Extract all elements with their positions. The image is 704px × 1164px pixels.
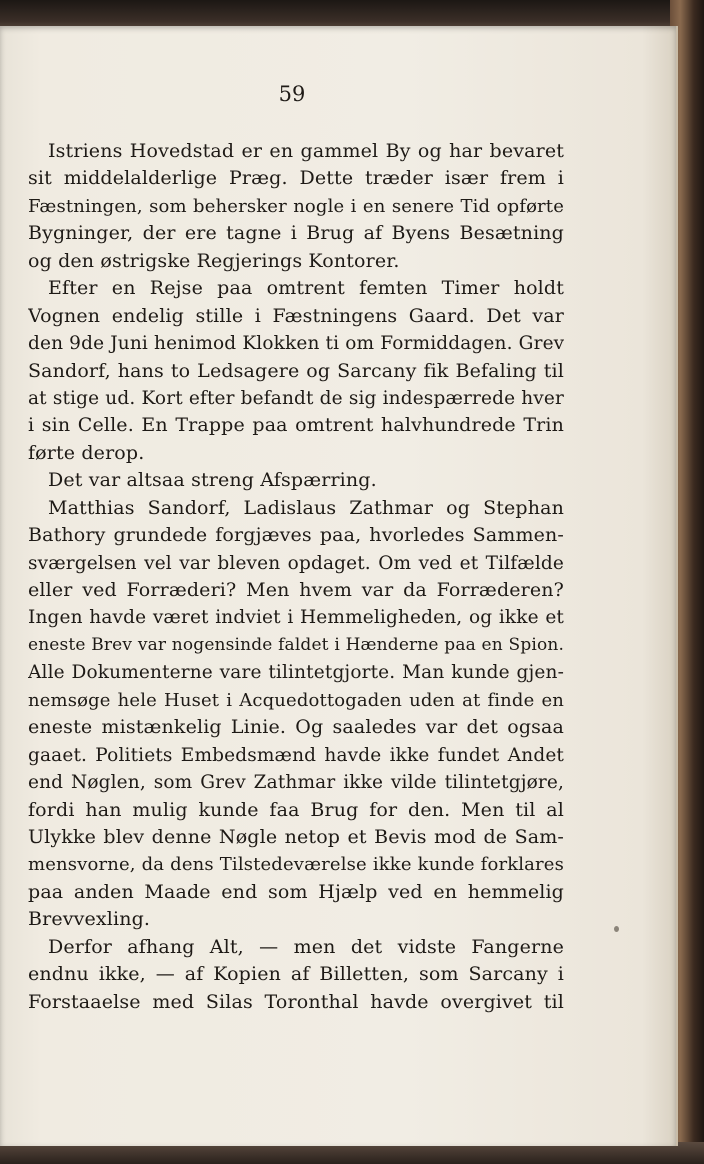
text-line: Efter en Rejse paa omtrent femten Timer holdt	[48, 277, 564, 300]
text-line: Bygninger, der ere tagne i Brug af Byens Besætning	[28, 222, 564, 245]
text-line: Alle Dokumenterne vare tilintetgjorte. Man kunde gjen-	[28, 662, 564, 684]
text-line: mensvorne, da dens Tilstedeværelse ikke kunde forklares	[28, 854, 564, 876]
text-line: eller ved Forræderi? Men hvem var da Forræderen?	[28, 579, 564, 601]
text-line: nemsøge hele Huset i Acquedottogaden uden at finde en	[28, 689, 564, 711]
text-line: i sin Celle. En Trappe paa omtrent halvhundrede Trin	[28, 414, 564, 437]
text-line: Fæstningen, som behersker nogle i en senere Tid opførte	[28, 195, 564, 217]
text-line: Ingen havde været indviet i Hemmeligheden, og ikke et	[28, 607, 564, 629]
text-line: at stige ud. Kort efter befandt de sig indespærrede hver	[28, 387, 564, 409]
text-line: og den østrigske Regjerings Kontorer.	[28, 249, 400, 272]
text-line: end Nøglen, som Grev Zathmar ikke vilde tilintetgjøre,	[28, 772, 564, 794]
text-line: paa anden Maade end som Hjælp ved en hemmelig	[28, 880, 564, 903]
text-line: Bathory grundede forgjæves paa, hvorledes Sammen-	[28, 524, 564, 547]
text-line: Det var altsaa streng Afspærring.	[48, 469, 377, 492]
text-line: den 9de Juni henimod Klokken ti om Formiddagen. Grev	[28, 333, 564, 355]
book-page	[0, 26, 678, 1146]
text-line: sit middelalderlige Præg. Dette træder især frem i	[28, 167, 564, 190]
text-line: Matthias Sandorf, Ladislaus Zathmar og Stephan	[48, 496, 564, 519]
text-line: Vognen endelig stille i Fæstningens Gaard. Det var	[28, 304, 564, 327]
text-line: gaaet. Politiets Embedsmænd havde ikke fundet Andet	[28, 744, 564, 766]
text-line: Derfor afhang Alt, — men det vidste Fangerne	[48, 935, 564, 958]
text-line: endnu ikke, — af Kopien af Billetten, som Sarcany i	[28, 963, 564, 986]
text-line: Brevvexling.	[28, 908, 151, 931]
text-line: Ulykke blev denne Nøgle netop et Bevis mod de Sam-	[28, 825, 564, 848]
text-line: eneste Brev var nogensinde faldet i Hænderne paa en Spion.	[28, 634, 564, 655]
text-line: sværgelsen vel var bleven opdaget. Om ved et Tilfælde	[28, 552, 564, 574]
text-line: Sandorf, hans to Ledsagere og Sarcany fik Befaling til	[28, 359, 564, 382]
text-line: Istriens Hovedstad er en gammel By og har bevaret	[48, 140, 564, 162]
text-line: Forstaaelse med Silas Toronthal havde overgivet til	[28, 990, 564, 1013]
text-line: førte derop.	[28, 441, 145, 464]
body-text	[28, 138, 564, 1016]
text-line: eneste mistænkelig Linie. Og saaledes var det ogsaa	[28, 716, 564, 739]
page-number: 59	[278, 82, 306, 106]
paper-speck	[614, 926, 619, 932]
text-line: fordi han mulig kunde faa Brug for den. Men til al	[28, 798, 564, 821]
